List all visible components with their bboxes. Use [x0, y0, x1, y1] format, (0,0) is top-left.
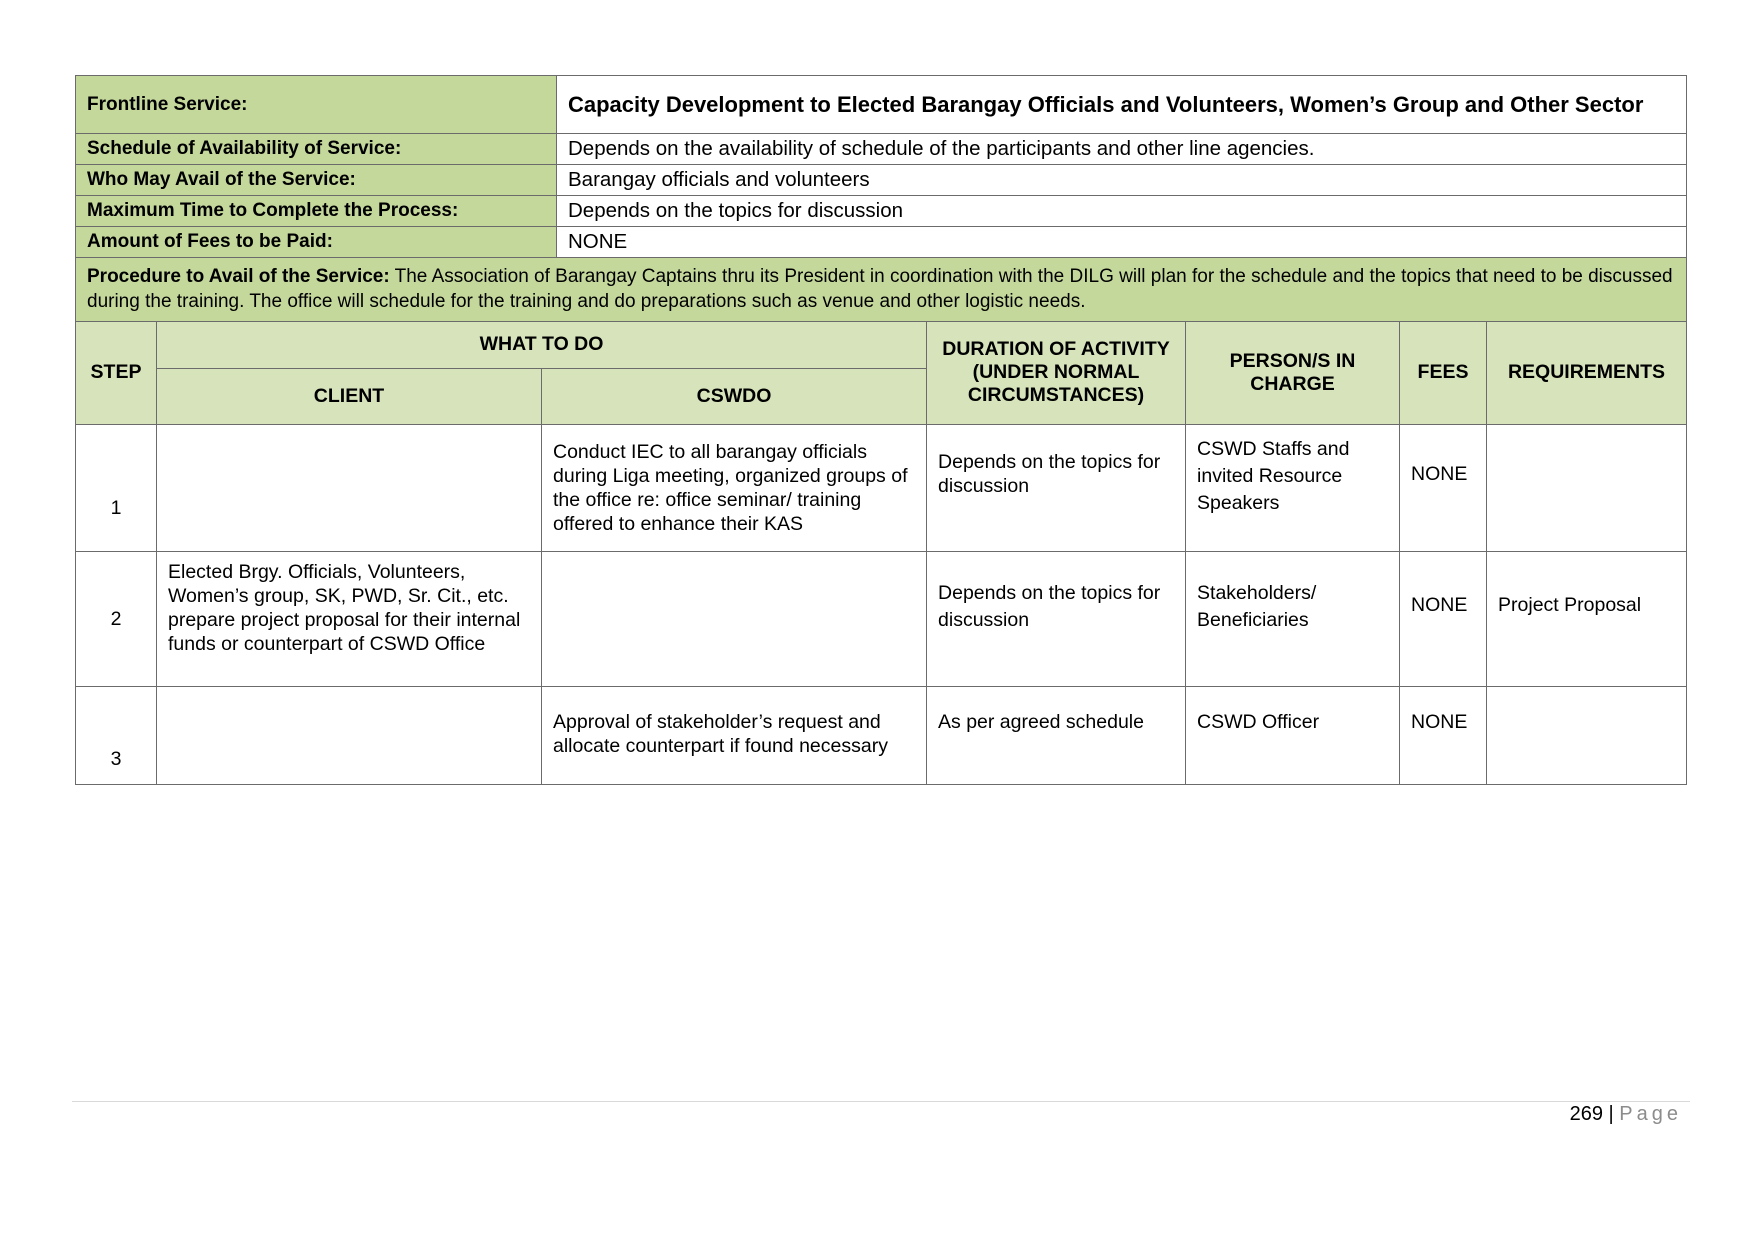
client-action	[157, 686, 542, 784]
info-row-fees	[76, 227, 1687, 258]
fees: NONE	[1400, 686, 1487, 784]
who-may-avail-label: Who May Avail of the Service:	[76, 165, 557, 196]
table-row	[76, 686, 1687, 784]
client-action	[157, 424, 542, 551]
header-duration-line2: (UNDER NORMAL CIRCUMSTANCES)	[967, 361, 1145, 407]
step-number: 2	[76, 551, 157, 686]
who-may-avail-value: Barangay officials and volunteers	[557, 165, 1687, 196]
schedule-value: Depends on the availability of schedule of the participants and other line agencies.	[557, 134, 1687, 165]
table-row	[76, 551, 1687, 686]
procedure-table	[75, 258, 1687, 322]
step-number: 1	[76, 424, 157, 551]
fees-label: Amount of Fees to be Paid:	[76, 227, 557, 258]
max-time-value: Depends on the topics for discussion	[557, 196, 1687, 227]
header-step: STEP	[76, 322, 157, 424]
frontline-service-label: Frontline Service:	[76, 76, 557, 134]
info-row-schedule	[76, 134, 1687, 165]
header-what-to-do: WHAT TO DO	[157, 322, 927, 368]
header-cswdo: CSWDO	[542, 368, 927, 424]
procedure-text: The Association of Barangay Captains thru its President in coordination with the DILG will plan for the schedule and the topics that need to be discussed during the training. The office will schedule for the training and do preparations such as venue and other logistic needs.	[87, 266, 1673, 312]
cswdo-action: Approval of stakeholder’s request and allocate counterpart if found necessary	[542, 686, 927, 784]
person-in-charge: CSWD Officer	[1186, 686, 1400, 784]
requirements	[1487, 424, 1687, 551]
person-in-charge: CSWD Staffs and invited Resource Speakers	[1186, 424, 1400, 551]
info-row-who	[76, 165, 1687, 196]
procedure-row	[76, 258, 1687, 322]
page-number: 269	[1569, 1103, 1603, 1125]
page-word: Page	[1619, 1103, 1682, 1125]
header-person-in-charge: PERSON/S IN CHARGE	[1186, 322, 1400, 424]
header-requirements: REQUIREMENTS	[1487, 322, 1687, 424]
steps-header-row-1	[76, 322, 1687, 368]
requirements: Project Proposal	[1487, 551, 1687, 686]
person-in-charge: Stakeholders/ Beneficiaries	[1186, 551, 1400, 686]
steps-table	[75, 322, 1687, 785]
info-row-max-time	[76, 196, 1687, 227]
cswdo-action: Conduct IEC to all barangay officials during Liga meeting, organized groups of the office re: office seminar/ training offered to enhance their KAS	[542, 424, 927, 551]
footer-divider	[72, 1101, 1690, 1102]
header-fees: FEES	[1400, 322, 1487, 424]
requirements	[1487, 686, 1687, 784]
service-info-table	[75, 75, 1687, 258]
frontline-service-value: Capacity Development to Elected Barangay Officials and Volunteers, Women’s Group and Other Sector	[557, 76, 1687, 134]
fees-value: NONE	[557, 227, 1687, 258]
client-action: Elected Brgy. Officials, Volunteers, Women’s group, SK, PWD, Sr. Cit., etc. prepare project proposal for their internal funds or counterpart of CSWD Office	[157, 551, 542, 686]
header-duration-line1: DURATION OF ACTIVITY	[942, 338, 1170, 361]
procedure-cell	[76, 258, 1687, 322]
page-separator: |	[1602, 1103, 1620, 1125]
fees: NONE	[1400, 551, 1487, 686]
duration: As per agreed schedule	[927, 686, 1186, 784]
schedule-label: Schedule of Availability of Service:	[76, 134, 557, 165]
info-row-frontline	[76, 76, 1687, 134]
cswdo-action	[542, 551, 927, 686]
table-row	[76, 424, 1687, 551]
page-footer	[1570, 1103, 1682, 1126]
duration: Depends on the topics for discussion	[927, 551, 1186, 686]
header-client: CLIENT	[157, 368, 542, 424]
procedure-label: Procedure to Avail of the Service:	[87, 266, 390, 287]
max-time-label: Maximum Time to Complete the Process:	[76, 196, 557, 227]
header-duration	[927, 322, 1186, 424]
fees: NONE	[1400, 424, 1487, 551]
duration: Depends on the topics for discussion	[927, 424, 1186, 551]
service-sheet	[75, 75, 1687, 785]
step-number: 3	[76, 686, 157, 784]
